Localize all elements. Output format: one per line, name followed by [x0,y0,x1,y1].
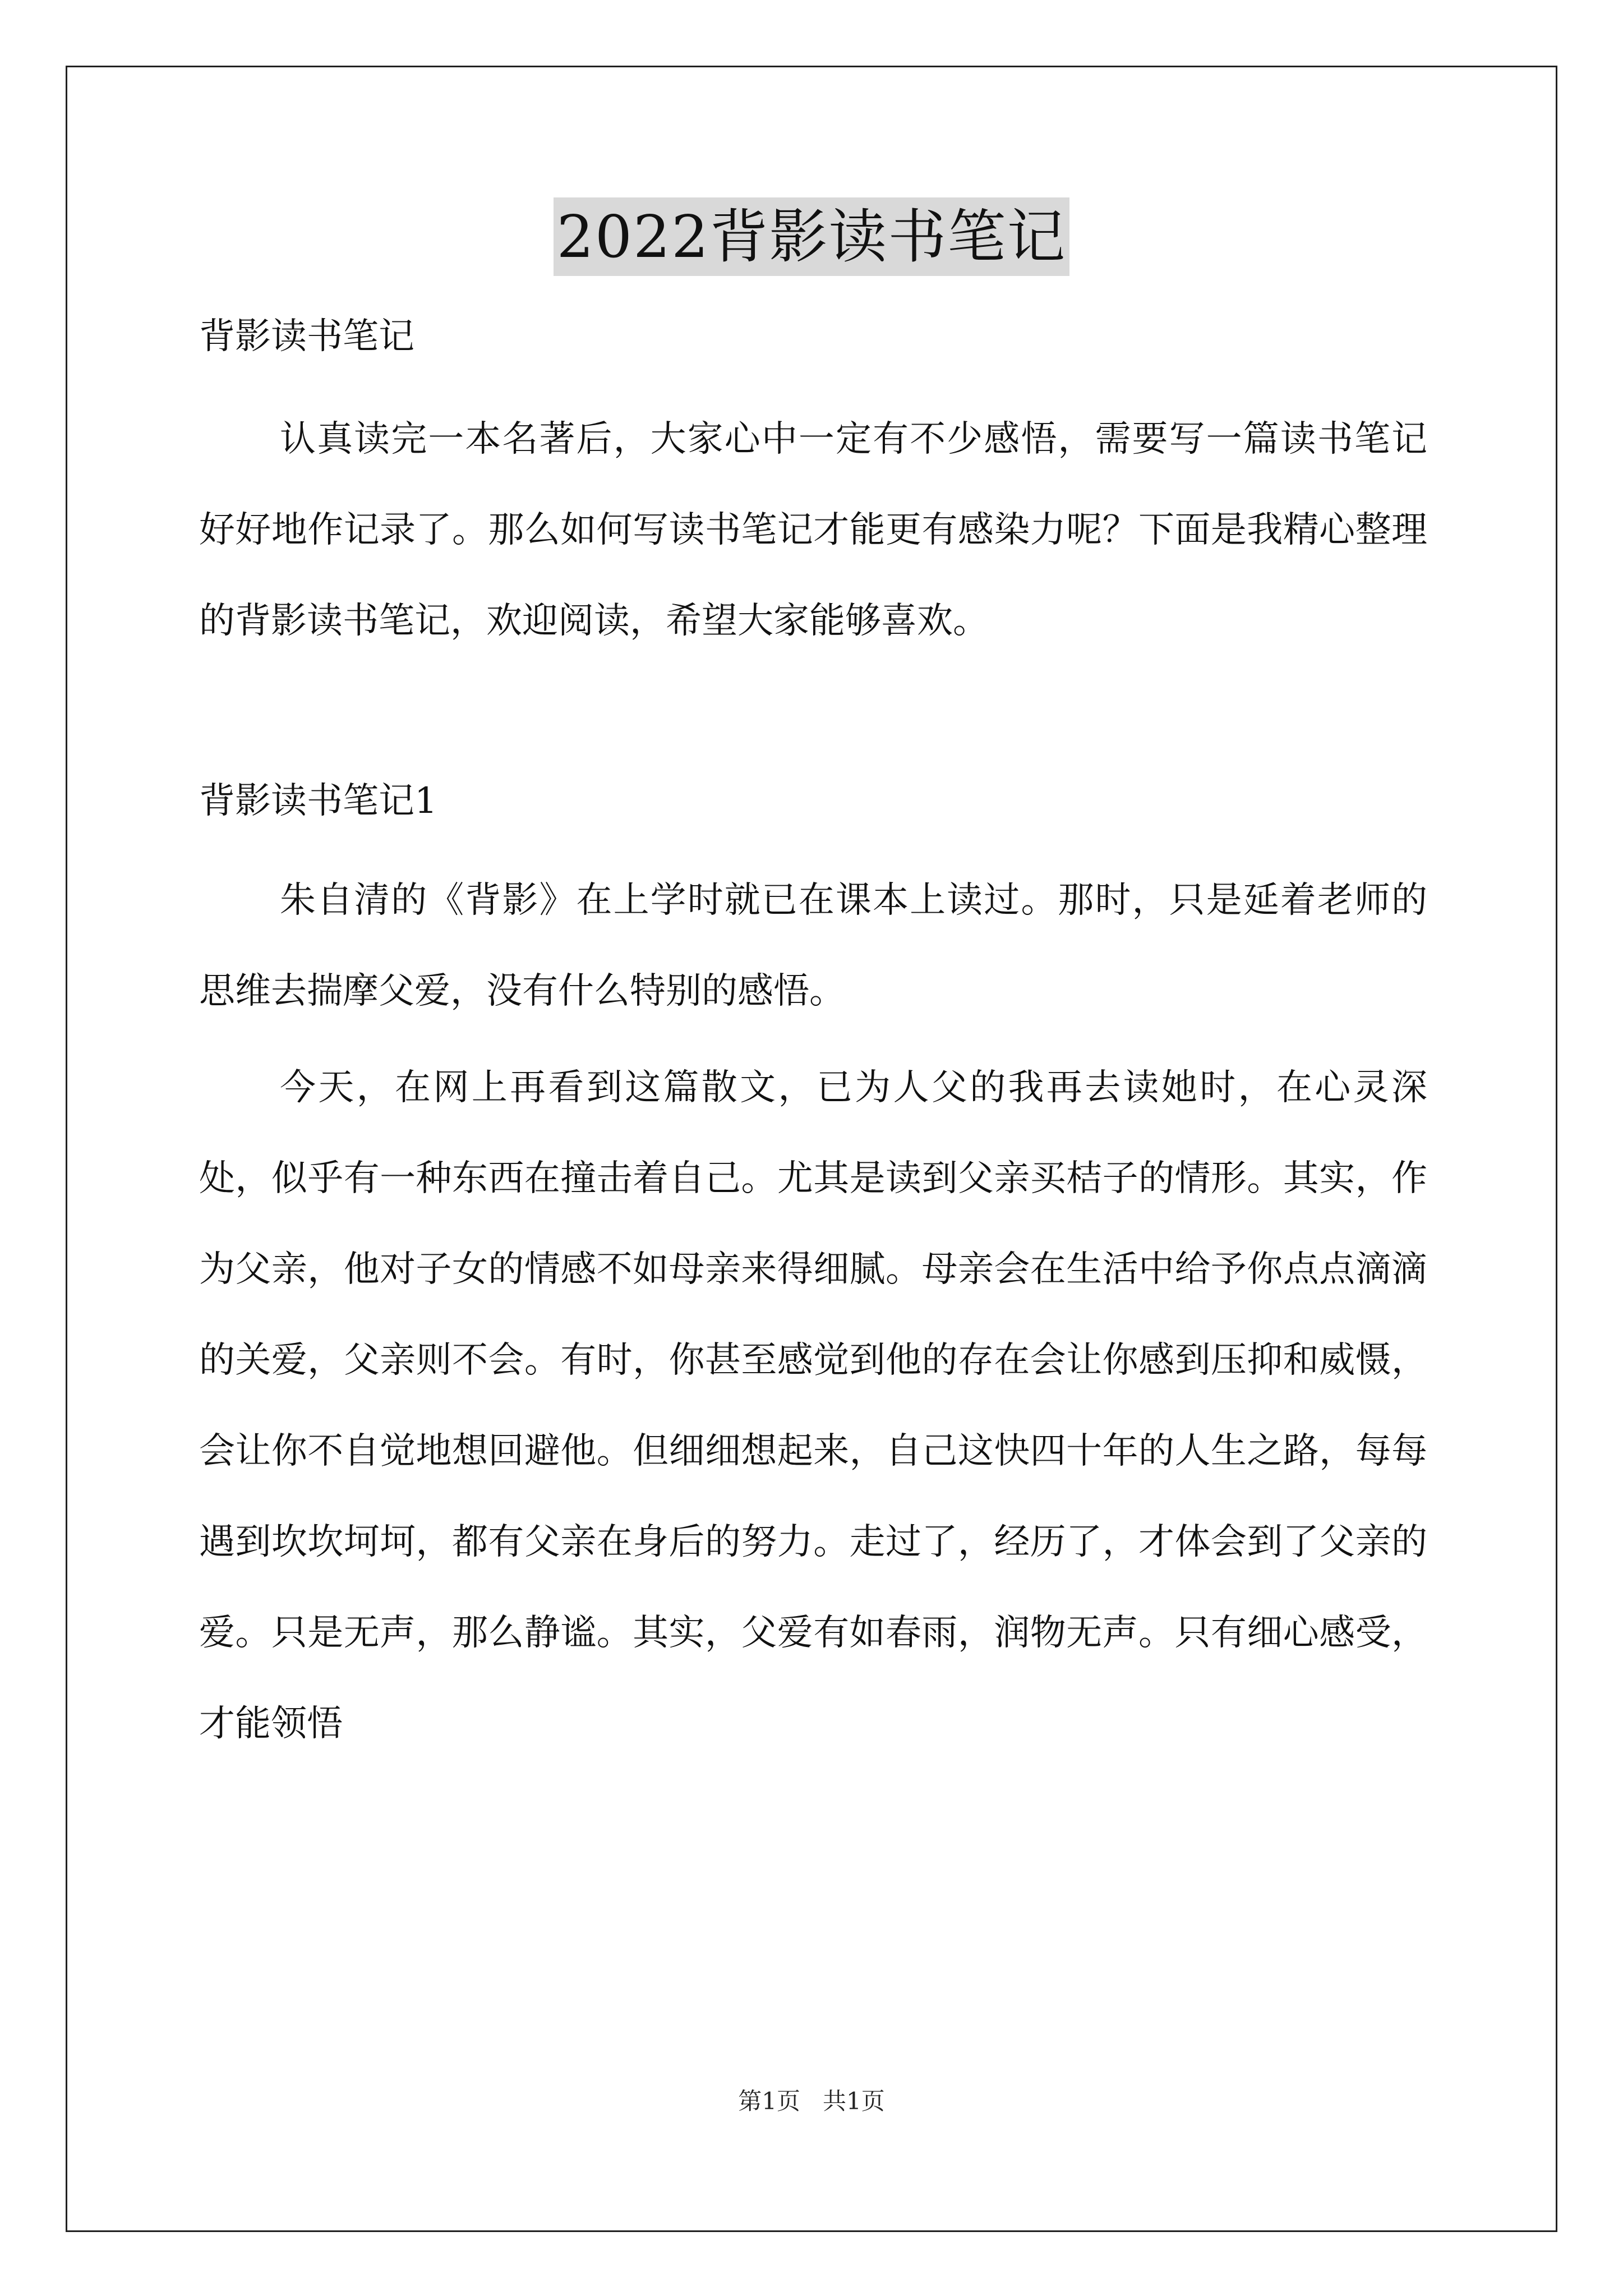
subtitle-heading: 背影读书笔记 [199,316,414,357]
page-number-footer: 第1页 共1页 [738,2087,885,2115]
body-paragraph: 朱自清的《背影》在上学时就已在课本上读过。那时，只是延着老师的思维去揣摩父爱，没有什么特别的感悟。 [199,880,1427,1012]
section-heading: 背影读书笔记1 [199,780,437,822]
title-container [0,197,1623,276]
body-paragraph: 今天，在网上再看到这篇散文，已为人父的我再去读她时，在心灵深处，似乎有一种东西在撞击着自己。尤其是读到父亲买桔子的情形。其实，作为父亲，他对子女的情感不如母亲来得细腻。母亲会在生活中给予你点点滴滴的关爱，父亲则不会。有时，你甚至感觉到他的存在会让你感到压抑和威慑，会让你不自觉地想回避他。但细细想起来，自己这快四十年的人生之路，每每遇到坎坎坷坷，都有父亲在身后的努力。走过了，经历了，才体会到了父亲的爱。只是无声，那么静谧。其实，父爱有如春雨，润物无声。只有细心感受，才能领悟 [199,1067,1427,1745]
document-title: 2022背影读书笔记 [554,197,1070,276]
intro-paragraph: 认真读完一本名著后，大家心中一定有不少感悟，需要写一篇读书笔记好好地作记录了。那么如何写读书笔记才能更有感染力呢？下面是我精心整理的背影读书笔记，欢迎阅读，希望大家能够喜欢。 [199,418,1427,642]
document-body [199,314,1427,1769]
